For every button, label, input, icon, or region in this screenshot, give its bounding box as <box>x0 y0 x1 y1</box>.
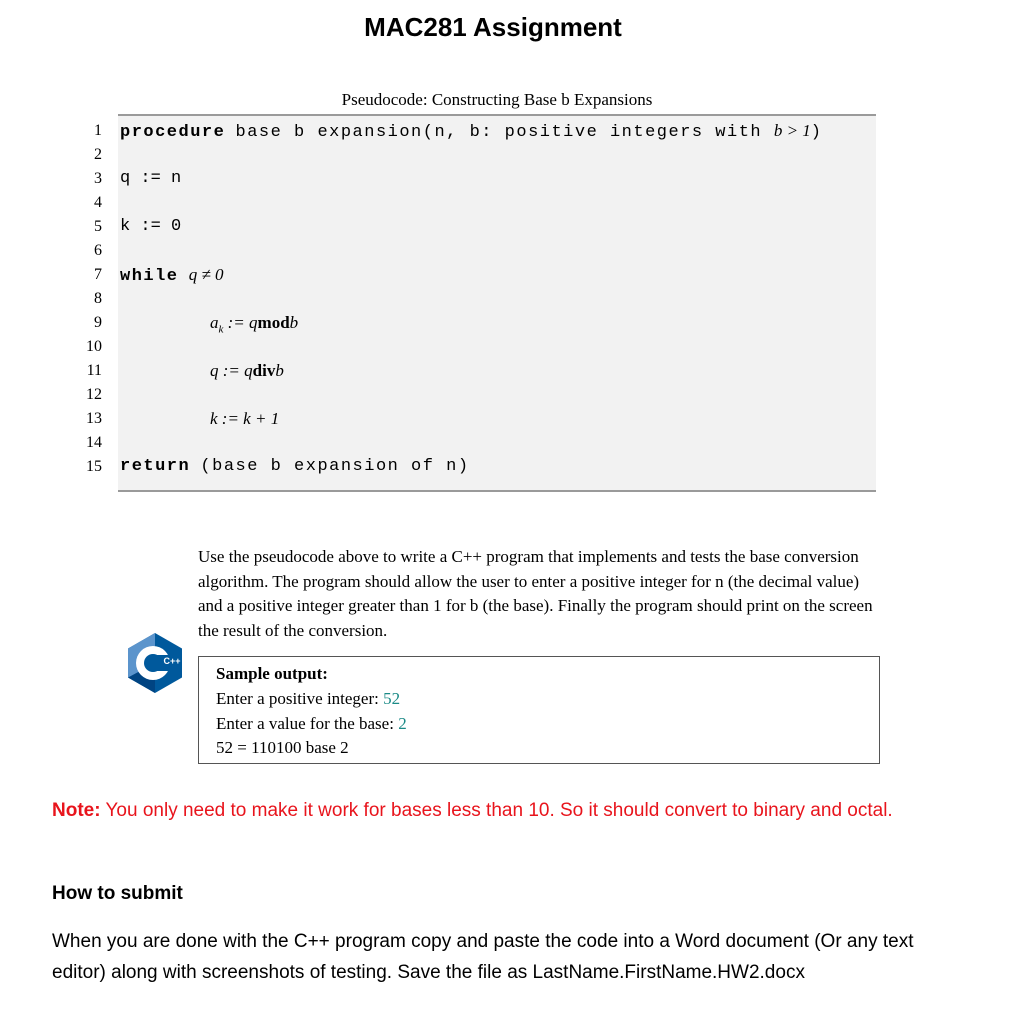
line-number: 15 <box>86 458 102 475</box>
while-condition: q ≠ 0 <box>188 265 224 284</box>
closing-paren: ) <box>810 123 821 142</box>
submit-heading: How to submit <box>52 883 183 904</box>
line-number: 9 <box>94 314 102 331</box>
sample-line-2: Enter a value for the base: 2 <box>216 714 407 733</box>
condition-math: b > 1 <box>773 121 811 140</box>
code-line-9: $a_k$ := qmodb <box>210 313 299 336</box>
assignment-instructions: Use the pseudocode above to write a C++ program that implements and tests the base conversion algorithm. The program should allow the user to enter a positive integer for n (the decimal value) and a positive integer greater than 1 for b (the base). Finally the program should print on the screen the result of the conversion. <box>198 547 873 640</box>
pseudocode-caption: Pseudocode: Constructing Base b Expansions <box>341 90 653 109</box>
sample-base-value: 2 <box>398 714 407 733</box>
submit-instructions: When you are done with the C++ program copy and paste the code into a Word document (Or any text editor) along with screenshots of testing. Save the file as LastName.FirstName.HW2.docx <box>52 931 914 983</box>
logo-text: C++ <box>163 656 181 666</box>
line-number: 5 <box>94 218 102 235</box>
sample-heading: Sample output: <box>216 664 328 683</box>
line-number: 6 <box>94 242 102 259</box>
code-line-13: k := k + 1 <box>210 409 280 428</box>
line-number: 11 <box>86 362 102 379</box>
keyword-return: return <box>120 457 191 476</box>
line-number: 14 <box>86 434 102 451</box>
line-number: 13 <box>86 410 102 427</box>
sample-output-box <box>198 656 880 764</box>
return-value: (base b expansion of n) <box>200 457 470 476</box>
page-title: MAC281 Assignment <box>364 12 622 42</box>
pseudocode-block <box>118 114 876 492</box>
line-number: 8 <box>94 290 102 307</box>
sample-line-3: 52 = 110100 base 2 <box>216 738 349 757</box>
code-line-1 <box>120 121 821 142</box>
note-text: You only need to make it work for bases less than 10. So it should convert to binary and octal. <box>100 800 893 821</box>
note-paragraph <box>52 796 932 826</box>
line-number: 4 <box>94 194 102 211</box>
note-label: Note: <box>52 800 101 821</box>
line-number: 3 <box>94 170 102 187</box>
code-line-5: k := 0 <box>120 217 182 236</box>
cpp-logo-icon <box>124 631 186 695</box>
line-number: 1 <box>94 122 102 139</box>
line-number: 2 <box>94 146 102 163</box>
sample-input-value: 52 <box>383 689 401 708</box>
code-line-11: q := qdivb <box>210 361 284 380</box>
code-line-3: q := n <box>120 169 182 188</box>
code-line-15 <box>120 457 470 476</box>
line-number: 10 <box>86 338 102 355</box>
line-number: 12 <box>86 386 102 403</box>
procedure-signature: base b expansion(n, b: positive integers with <box>235 123 774 142</box>
line-number: 7 <box>94 266 102 283</box>
keyword-procedure: procedure <box>120 123 226 142</box>
sample-line-1: Enter a positive integer: 52 <box>216 689 401 708</box>
keyword-while: while <box>120 267 179 286</box>
code-line-7 <box>120 265 224 286</box>
